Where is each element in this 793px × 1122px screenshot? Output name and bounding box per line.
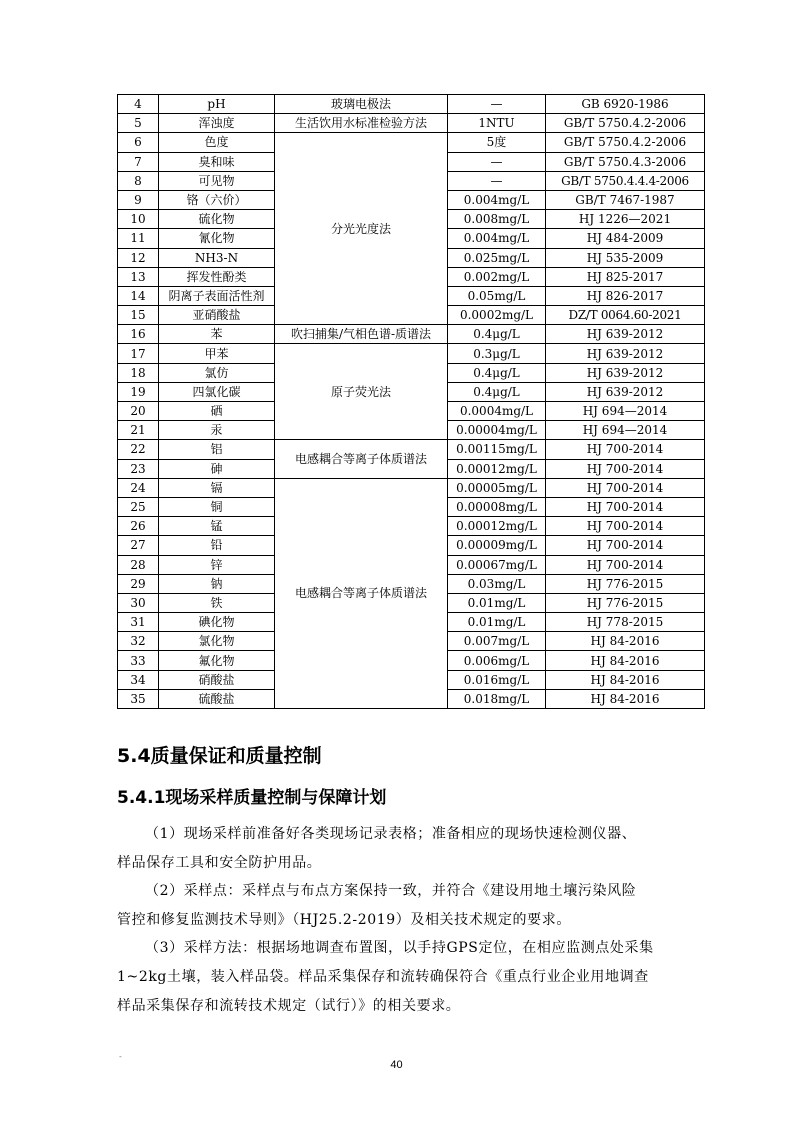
method-standard: HJ 694—2014 bbox=[546, 421, 705, 440]
detection-limit: 0.00008mg/L bbox=[448, 497, 546, 516]
test-item: 锰 bbox=[159, 517, 275, 536]
test-item: 挥发性酚类 bbox=[159, 267, 275, 286]
row-number: 25 bbox=[118, 497, 159, 516]
method-standard: HJ 700-2014 bbox=[546, 440, 705, 459]
method-standard: HJ 84-2016 bbox=[546, 689, 705, 708]
row-number: 26 bbox=[118, 517, 159, 536]
test-item: 汞 bbox=[159, 421, 275, 440]
method-standard: HJ 825-2017 bbox=[546, 267, 705, 286]
detection-limit: 0.05mg/L bbox=[448, 286, 546, 305]
method-standard: GB/T 5750.4.2-2006 bbox=[546, 114, 705, 133]
paragraph-line: 管控和修复监测技术导则》（HJ25.2-2019）及相关技术规定的要求。 bbox=[117, 912, 571, 928]
method-standard: HJ 84-2016 bbox=[546, 651, 705, 670]
detection-limit: 0.4μg/L bbox=[448, 363, 546, 382]
test-item: 氟化物 bbox=[159, 651, 275, 670]
test-item: 硫化物 bbox=[159, 210, 275, 229]
test-item: pH bbox=[159, 95, 275, 114]
test-item: 铬（六价） bbox=[159, 190, 275, 209]
test-item: 硒 bbox=[159, 402, 275, 421]
method-standard: HJ 700-2014 bbox=[546, 497, 705, 516]
row-number: 10 bbox=[118, 210, 159, 229]
paragraph-line: （3）采样方法：根据场地调查布置图，以手持GPS定位，在相应监测点处采集 bbox=[145, 940, 654, 956]
method-standard: HJ 700-2014 bbox=[546, 517, 705, 536]
analysis-method: 电感耦合等离子体质谱法 bbox=[275, 478, 448, 708]
row-number: 12 bbox=[118, 248, 159, 267]
detection-limit: — bbox=[448, 171, 546, 190]
detection-limit: 0.008mg/L bbox=[448, 210, 546, 229]
method-standard: HJ 639-2012 bbox=[546, 382, 705, 401]
detection-limit: 0.007mg/L bbox=[448, 632, 546, 651]
test-item: NH3-N bbox=[159, 248, 275, 267]
method-standard: GB/T 7467-1987 bbox=[546, 190, 705, 209]
test-item: 亚硝酸盐 bbox=[159, 306, 275, 325]
row-number: 15 bbox=[118, 306, 159, 325]
footer-mark: - bbox=[119, 1052, 122, 1061]
row-number: 22 bbox=[118, 440, 159, 459]
method-standard: HJ 694—2014 bbox=[546, 402, 705, 421]
test-item: 锌 bbox=[159, 555, 275, 574]
section-heading-5-4-1: 5.4.1现场采样质量控制与保障计划 bbox=[117, 788, 387, 808]
row-number: 9 bbox=[118, 190, 159, 209]
row-number: 7 bbox=[118, 152, 159, 171]
paragraph-line: 样品采集保存和流转技术规定（试行）》的相关要求。 bbox=[117, 998, 461, 1014]
row-number: 28 bbox=[118, 555, 159, 574]
row-number: 16 bbox=[118, 325, 159, 344]
detection-limit: 0.4μg/L bbox=[448, 382, 546, 401]
section-heading-5-4: 5.4质量保证和质量控制 bbox=[117, 745, 322, 767]
table-row bbox=[118, 133, 705, 152]
method-standard: DZ/T 0064.60-2021 bbox=[546, 306, 705, 325]
test-item: 铜 bbox=[159, 497, 275, 516]
detection-limit: 0.00115mg/L bbox=[448, 440, 546, 459]
detection-limit: 0.025mg/L bbox=[448, 248, 546, 267]
method-standard: HJ 700-2014 bbox=[546, 536, 705, 555]
detection-limit: 0.0002mg/L bbox=[448, 306, 546, 325]
row-number: 17 bbox=[118, 344, 159, 363]
row-number: 30 bbox=[118, 593, 159, 612]
paragraph-line: 1~2kg土壤，装入样品袋。样品采集保存和流转确保符合《重点行业企业用地调查 bbox=[117, 969, 649, 985]
analysis-method: 电感耦合等离子体质谱法 bbox=[275, 440, 448, 478]
method-standard: HJ 484-2009 bbox=[546, 229, 705, 248]
paragraph-line: （1）现场采样前准备好各类现场记录表格；准备相应的现场快速检测仪器、 bbox=[145, 826, 637, 842]
detection-limit: 0.00009mg/L bbox=[448, 536, 546, 555]
detection-limit: 0.4μg/L bbox=[448, 325, 546, 344]
test-item: 苯 bbox=[159, 325, 275, 344]
row-number: 33 bbox=[118, 651, 159, 670]
method-standard: HJ 778-2015 bbox=[546, 613, 705, 632]
method-standard: HJ 700-2014 bbox=[546, 459, 705, 478]
paragraph-line: 样品保存工具和安全防护用品。 bbox=[117, 855, 322, 871]
test-item: 氯化物 bbox=[159, 632, 275, 651]
table-row bbox=[118, 95, 705, 114]
test-item: 色度 bbox=[159, 133, 275, 152]
detection-limit: 0.004mg/L bbox=[448, 229, 546, 248]
table-row bbox=[118, 114, 705, 133]
detection-limit: 0.00012mg/L bbox=[448, 517, 546, 536]
method-standard: HJ 1226—2021 bbox=[546, 210, 705, 229]
detection-limit: 0.004mg/L bbox=[448, 190, 546, 209]
detection-limit: 0.002mg/L bbox=[448, 267, 546, 286]
analysis-method: 吹扫捕集/气相色谱-质谱法 bbox=[275, 325, 448, 344]
row-number: 14 bbox=[118, 286, 159, 305]
method-standard: HJ 776-2015 bbox=[546, 574, 705, 593]
method-standard: HJ 776-2015 bbox=[546, 593, 705, 612]
method-standard: HJ 84-2016 bbox=[546, 632, 705, 651]
method-standard: GB/T 5750.4.4.4-2006 bbox=[546, 171, 705, 190]
row-number: 18 bbox=[118, 363, 159, 382]
row-number: 5 bbox=[118, 114, 159, 133]
test-item: 浑浊度 bbox=[159, 114, 275, 133]
detection-limit: — bbox=[448, 95, 546, 114]
method-standard: GB 6920-1986 bbox=[546, 95, 705, 114]
test-item: 氰化物 bbox=[159, 229, 275, 248]
detection-limit: — bbox=[448, 152, 546, 171]
paragraph-sampling-method bbox=[117, 934, 707, 1021]
detection-limit: 0.03mg/L bbox=[448, 574, 546, 593]
test-item: 镉 bbox=[159, 478, 275, 497]
row-number: 6 bbox=[118, 133, 159, 152]
detection-limit: 0.0004mg/L bbox=[448, 402, 546, 421]
method-standard: HJ 639-2012 bbox=[546, 344, 705, 363]
paragraph-field-prep bbox=[117, 820, 707, 878]
test-item: 四氯化碳 bbox=[159, 382, 275, 401]
row-number: 21 bbox=[118, 421, 159, 440]
test-item: 铁 bbox=[159, 593, 275, 612]
row-number: 8 bbox=[118, 171, 159, 190]
row-number: 4 bbox=[118, 95, 159, 114]
detection-limit: 0.00012mg/L bbox=[448, 459, 546, 478]
row-number: 34 bbox=[118, 670, 159, 689]
detection-limit: 0.01mg/L bbox=[448, 593, 546, 612]
test-item: 硝酸盐 bbox=[159, 670, 275, 689]
method-standard: HJ 826-2017 bbox=[546, 286, 705, 305]
method-standard: HJ 535-2009 bbox=[546, 248, 705, 267]
analysis-method: 分光光度法 bbox=[275, 133, 448, 325]
detection-limit: 5度 bbox=[448, 133, 546, 152]
row-number: 27 bbox=[118, 536, 159, 555]
row-number: 23 bbox=[118, 459, 159, 478]
detection-limit: 0.006mg/L bbox=[448, 651, 546, 670]
paragraph-sampling-points bbox=[117, 877, 707, 935]
test-item: 硫酸盐 bbox=[159, 689, 275, 708]
method-standard: GB/T 5750.4.3-2006 bbox=[546, 152, 705, 171]
row-number: 11 bbox=[118, 229, 159, 248]
row-number: 24 bbox=[118, 478, 159, 497]
row-number: 13 bbox=[118, 267, 159, 286]
table-row bbox=[118, 478, 705, 497]
analysis-method: 玻璃电极法 bbox=[275, 95, 448, 114]
detection-limit: 1NTU bbox=[448, 114, 546, 133]
detection-limit: 0.016mg/L bbox=[448, 670, 546, 689]
method-standard: HJ 700-2014 bbox=[546, 555, 705, 574]
table-row bbox=[118, 325, 705, 344]
detection-limit: 0.01mg/L bbox=[448, 613, 546, 632]
table-row bbox=[118, 344, 705, 363]
monitoring-methods-table bbox=[117, 94, 705, 709]
test-item: 钠 bbox=[159, 574, 275, 593]
method-standard: HJ 639-2012 bbox=[546, 363, 705, 382]
method-standard: GB/T 5750.4.2-2006 bbox=[546, 133, 705, 152]
row-number: 31 bbox=[118, 613, 159, 632]
row-number: 32 bbox=[118, 632, 159, 651]
method-standard: HJ 639-2012 bbox=[546, 325, 705, 344]
test-item: 砷 bbox=[159, 459, 275, 478]
row-number: 19 bbox=[118, 382, 159, 401]
detection-limit: 0.00004mg/L bbox=[448, 421, 546, 440]
detection-limit: 0.018mg/L bbox=[448, 689, 546, 708]
test-item: 铝 bbox=[159, 440, 275, 459]
test-item: 氯仿 bbox=[159, 363, 275, 382]
test-item: 阴离子表面活性剂 bbox=[159, 286, 275, 305]
test-item: 碘化物 bbox=[159, 613, 275, 632]
analysis-method: 原子荧光法 bbox=[275, 344, 448, 440]
test-item: 铅 bbox=[159, 536, 275, 555]
page-number: 40 bbox=[390, 1059, 403, 1071]
detection-limit: 0.00005mg/L bbox=[448, 478, 546, 497]
test-item: 臭和味 bbox=[159, 152, 275, 171]
detection-limit: 0.00067mg/L bbox=[448, 555, 546, 574]
test-item: 可见物 bbox=[159, 171, 275, 190]
method-standard: HJ 700-2014 bbox=[546, 478, 705, 497]
paragraph-line: （2）采样点：采样点与布点方案保持一致，并符合《建设用地土壤污染风险 bbox=[145, 883, 637, 899]
row-number: 35 bbox=[118, 689, 159, 708]
method-standard: HJ 84-2016 bbox=[546, 670, 705, 689]
table-row bbox=[118, 440, 705, 459]
row-number: 29 bbox=[118, 574, 159, 593]
detection-limit: 0.3μg/L bbox=[448, 344, 546, 363]
test-item: 甲苯 bbox=[159, 344, 275, 363]
analysis-method: 生活饮用水标准检验方法 bbox=[275, 114, 448, 133]
row-number: 20 bbox=[118, 402, 159, 421]
